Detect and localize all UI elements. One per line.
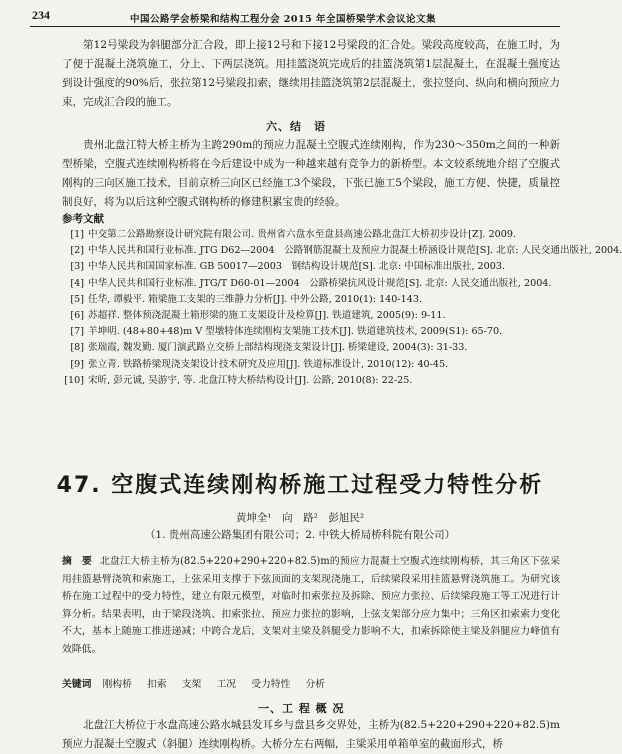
reference-item: [4] 中华人民共和国行业标准. JTG/T D60-01—2004 公路桥梁抗风设计规范[S]. 北京: 人民交通出版社, 2004. — [70, 277, 552, 289]
keyword: 工况 — [216, 679, 237, 690]
article-affiliations: （1. 贵州高速公路集团有限公司；2. 中铁大桥局桥科院有限公司） — [144, 529, 456, 541]
keywords-label: 关键词 — [62, 679, 92, 690]
references-list — [40, 227, 622, 389]
article-authors: 黄坤全¹ 向 路² 彭旭民² — [235, 512, 365, 524]
reference-item: [7] 羊坤明. (48+80+48)m V 型墩特体连续刚构支架施工技术[J]. 铁道建筑技术, 2009(S1): 65-70. — [70, 326, 503, 338]
keyword: 扣索 — [147, 679, 167, 690]
conclusion-block — [62, 136, 560, 212]
overview-paragraph: 北盘江大桥位于水盘高速公路水城县发耳乡与盘县乡交界处，主桥为(82.5+220+290+220+82.5)m预应力混凝土空腹式（斜腿）连续刚构桥。大桥分左右两幅，主梁采用单箱单室的截面形式，桥 — [62, 719, 560, 750]
reference-item: [6] 苏超祥. 整体预浇混凝土箱形梁的施工支架设计及检算[J]. 铁道建筑, 2005(9): 9-11. — [70, 310, 446, 322]
abstract-text: 北盘江大桥主桥为(82.5+220+290+220+82.5)m的预应力混凝土空腹式连续刚构桥，其三角区下弦采用挂篮悬臂浇筑和索施工，上弦采用支撑于下弦顶面的支架现浇施工，后续梁段采用挂篮悬臂浇筑施工。为研究该桥在施工过程中的受力特性，建立有限元模型，对临时扣索张拉及拆除、预应力张拉、后续梁段施工等工况进行计算分析。结果表明，由于梁段浇筑、扣索张拉、预应力张拉的影响，上弦支架部分应力集中；三角区扣索索力变化不大，基本上随施工推进递减；中跨合龙后，支架对主梁及斜腿受力影响不大，扣索拆除使主梁及斜腿应力峰值有效降低。 — [62, 556, 560, 655]
abstract-label: 摘 要 — [62, 556, 93, 567]
overview-heading: 一、工 程 概 况 — [258, 702, 345, 715]
overview-block — [62, 716, 560, 754]
reference-item: [1] 中交第二公路勘察设计研究院有限公司. 贵州省六盘水至盘县高速公路北盘江大桥初步设计[Z]. 2009. — [70, 229, 516, 240]
intro-paragraph-block — [62, 36, 560, 112]
article-title: 47. 空腹式连续刚构桥施工过程受力特性分析 — [56, 473, 544, 498]
reference-item: [2] 中华人民共和国行业标准. JTG D62—2004 公路钢筋混凝土及预应力混凝土桥涵设计规范[S]. 北京: 人民交通出版社, 2004. — [70, 245, 622, 257]
reference-item: [3] 中华人民共和国国家标准. GB 50017—2003 钢结构设计规范[S]. 北京: 中国标准出版社, 2003. — [70, 261, 506, 273]
intro-paragraph: 第12号梁段为斜腿部分汇合段，即上接12号和下接12号梁段的汇合处。梁段高度较高，在施工时，为了便于混凝土浇筑施工，分上、下两层浇筑。用挂篮浇筑完成后的挂篮浇筑第1层混凝土，在混凝土强度达到设计强度的90%后，张拉第12号梁段扣索，继续用挂篮浇筑第2层混凝土，张拉竖向、纵向和横向预应力束，完成汇合段的施工。 — [62, 39, 560, 108]
keywords — [62, 676, 560, 690]
reference-item: [8] 张瑞霞, 魏发勤. 厦门演武路立交桥上部结构现浇支架设计[J]. 桥梁建设, 2004(3): 31-33. — [70, 342, 468, 354]
running-header — [30, 6, 560, 27]
keyword: 受力特性 — [251, 679, 291, 690]
keyword: 刚构桥 — [102, 679, 132, 690]
reference-item: [9] 张立青. 铁路桥梁现浇支架设计技术研究及应用[J]. 铁道标准设计, 2010(12): 40-45. — [70, 358, 449, 370]
reference-item: [10] 宋昕, 彭元诚, 吴游宇, 等. 北盘江特大桥结构设计[J]. 公路, 2010(8): 22-25. — [64, 374, 413, 386]
conclusion-heading: 六、结 语 — [266, 120, 326, 133]
keyword: 分析 — [305, 679, 326, 690]
conclusion-paragraph: 贵州北盘江特大桥主桥为主跨290m的预应力混凝土空腹式连续刚构，作为230～350m之间的一种新型桥梁，空腹式连续刚构桥将在今后建设中成为一种越来越有竞争力的新桥型。本文较系统地介绍了空腹式刚构的三向区施工技术，目前京桥三向区已经施工3个梁段，下张已施工5个梁段，施工方便、快捷，质量控制良好，将为以后这种空腹式钢构桥的修建积累宝贵的经验。 — [62, 139, 560, 208]
page-number: 234 — [32, 8, 50, 22]
reference-item: [5] 任华, 谭毅平. 箱梁施工支架的三维静力分析[J]. 中外公路, 2010(1): 140-143. — [70, 293, 422, 305]
abstract — [62, 553, 560, 658]
keyword: 支架 — [181, 679, 202, 690]
journal-title: 中国公路学会桥梁和结构工程分会 2015 年全国桥梁学术会议论文集 — [130, 14, 437, 25]
references-title: 参考文献 — [62, 213, 104, 225]
